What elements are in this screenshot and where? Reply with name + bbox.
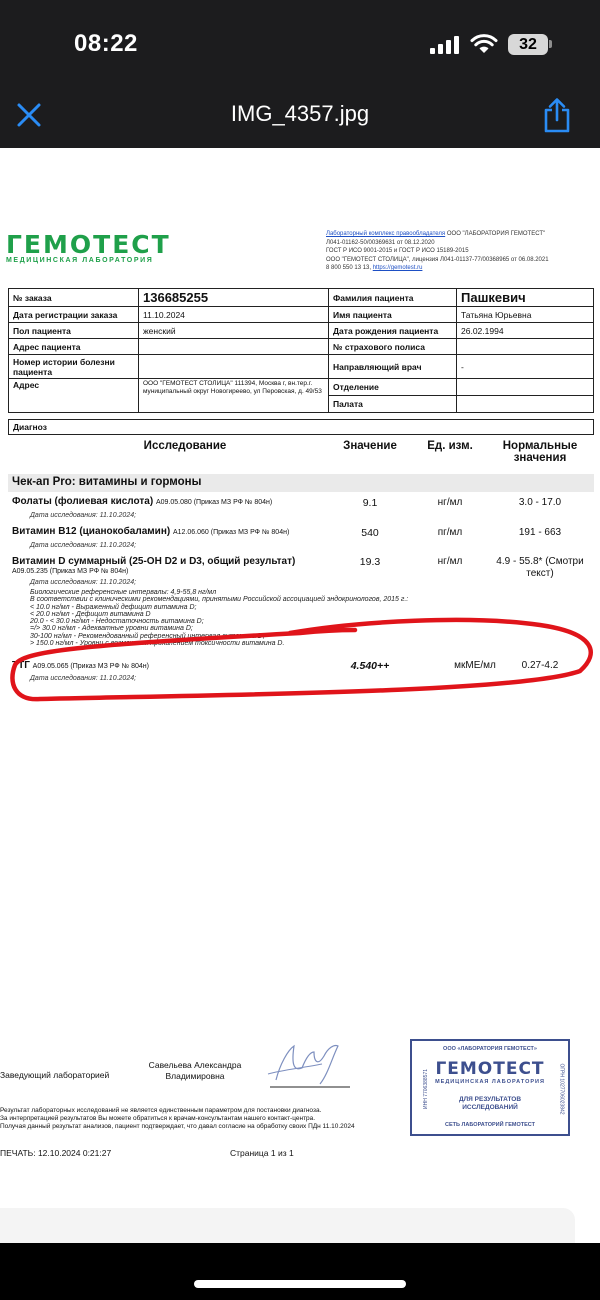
stamp-inn: ИНН 7706388571 bbox=[423, 1068, 430, 1110]
gemotest-logo bbox=[6, 230, 171, 264]
patient-name: Татьяна Юрьевна bbox=[457, 307, 594, 323]
order-number: 136685255 bbox=[143, 290, 209, 305]
patient-info-table bbox=[8, 288, 594, 413]
lab-head-role: Заведующий лабораторией bbox=[0, 1070, 110, 1080]
lab-info bbox=[326, 230, 596, 273]
result-name-text: ТТГ bbox=[12, 660, 30, 671]
page-number: Страница 1 из 1 bbox=[230, 1148, 294, 1158]
patient-address-value bbox=[139, 339, 329, 355]
dob-value: 26.02.1994 bbox=[457, 323, 594, 339]
result-date: Дата исследования: 11.10.2024; bbox=[30, 512, 137, 519]
red-hand-circle-annotation bbox=[0, 610, 600, 703]
lab-gost: ГОСТ Р ИСО 9001-2015 и ГОСТ Р ИСО 15189-2015 bbox=[326, 248, 469, 254]
result-name-text: Фолаты (фолиевая кислота) bbox=[12, 496, 154, 507]
disclaimer-line: Получая данный результат анализов, пациент подтверждает, что давал согласие на обработку своих ПДн 11.10.2024 bbox=[0, 1123, 355, 1130]
result-norm-tsh: 0.27-4.2 bbox=[521, 660, 559, 671]
result-name-vitd: Витамин D суммарный (25-OH D2 и D3, общий результат) bbox=[12, 556, 296, 567]
stamp-mid-line: ДЛЯ РЕЗУЛЬТАТОВ bbox=[458, 1096, 522, 1103]
result-unit-b12: пг/мл bbox=[437, 527, 463, 538]
patient-address-label: Адрес пациента bbox=[9, 339, 139, 355]
note-line: > 150.0 нг/мл - Уровни с возможным проявлением токсичности витамина D. bbox=[30, 640, 285, 648]
note-line: Биологические референсные интервалы: 4,9-55,8 нг/мл bbox=[30, 589, 217, 596]
stamp-ogrn: ОГРН 1027706023842 bbox=[558, 1063, 565, 1115]
result-value-folate: 9.1 bbox=[362, 497, 378, 509]
note-line: =/> 30.0 нг/мл - Адекватные уровни витамина D; bbox=[30, 625, 193, 633]
history-label: Номер истории болезни пациента bbox=[9, 355, 139, 379]
header-value: Значение bbox=[343, 440, 397, 452]
stamp-mid-line: ИССЛЕДОВАНИЙ bbox=[462, 1104, 518, 1111]
disclaimer-line: Результат лабораторных исследований не является единственным параметром для постановки диагноза. bbox=[0, 1107, 322, 1114]
department-value bbox=[457, 379, 594, 396]
insurance-label: № страхового полиса bbox=[329, 339, 457, 355]
lab-license-2: ООО "ГЕМОТЕСТ СТОЛИЦА", лицензия Л041-01137-77/00368965 от 06.08.2021 bbox=[326, 256, 549, 263]
stamp-bottom-text: СЕТЬ ЛАБОРАТОРИЙ ГЕМОТЕСТ bbox=[445, 1122, 535, 1128]
status-time: 08:22 bbox=[74, 30, 138, 57]
cellular-signal-icon bbox=[430, 34, 462, 54]
result-date: Дата исследования: 11.10.2024; bbox=[30, 675, 137, 682]
result-norm-vitd: 4.9 - 55.8* (Смотри текст) bbox=[496, 556, 584, 579]
signature bbox=[262, 1034, 352, 1090]
result-date: Дата исследования: 11.10.2024; bbox=[30, 579, 137, 586]
department-label: Отделение bbox=[329, 379, 457, 396]
result-code: A12.06.060 (Приказ МЗ РФ № 804н) bbox=[172, 529, 290, 536]
lab-complex-link[interactable]: Лабораторный комплекс правообладателя bbox=[326, 231, 446, 237]
surname-label: Фамилия пациента bbox=[329, 289, 457, 307]
lab-info-owner: ООО "ЛАБОРАТОРИЯ ГЕМОТЕСТ" bbox=[445, 231, 546, 237]
file-title: IMG_4357.jpg bbox=[230, 101, 370, 126]
logo-text: ГЕМОТЕСТ bbox=[6, 230, 171, 259]
viewer-top-bar bbox=[0, 0, 600, 148]
sex-value: женский bbox=[139, 323, 329, 339]
lab-stamp bbox=[410, 1039, 570, 1136]
bottom-bar bbox=[0, 1243, 600, 1300]
result-unit-vitd: нг/мл bbox=[437, 556, 463, 567]
result-code: A09.05.080 (Приказ МЗ РФ № 804н) bbox=[155, 499, 273, 506]
header-unit: Ед. изм. bbox=[427, 440, 473, 452]
result-name-b12 bbox=[12, 526, 289, 537]
sex-label: Пол пациента bbox=[9, 323, 139, 339]
doctor-value: - bbox=[457, 355, 594, 379]
address-value: ООО "ГЕМОТЕСТ СТОЛИЦА" 111394, Москва г, вн.тер.г. муниципальный округ Новогиреево, ул Перовская, д. 49/53 bbox=[139, 379, 329, 413]
battery-icon: 32 bbox=[508, 34, 548, 55]
result-value-tsh: 4.540++ bbox=[350, 660, 390, 672]
lab-phone: 8 800 550 13 13, bbox=[326, 265, 373, 271]
result-norm-folate: 3.0 - 17.0 bbox=[518, 497, 562, 508]
ward-value bbox=[457, 396, 594, 413]
note-line: < 10.0 нг/мл - Выраженный дефицит витамина D; bbox=[30, 603, 197, 611]
doctor-label: Направляющий врач bbox=[329, 355, 457, 379]
stamp-logo: ГЕМОТЕСТ bbox=[435, 1059, 545, 1079]
name-label: Имя пациента bbox=[329, 307, 457, 323]
stamp-purpose bbox=[412, 1096, 568, 1112]
reg-date-label: Дата регистрации заказа bbox=[9, 307, 139, 323]
header-norm: Нормальные значения bbox=[502, 440, 578, 464]
note-line: 20.0 - < 30.0 нг/мл - Недостаточность витамина D; bbox=[30, 618, 204, 626]
address-label: Адрес bbox=[9, 379, 139, 413]
result-norm-b12: 191 - 663 bbox=[518, 527, 562, 538]
result-name-folate bbox=[12, 496, 272, 507]
next-page-edge bbox=[0, 1208, 575, 1243]
document-image[interactable] bbox=[0, 148, 600, 1243]
order-label: № заказа bbox=[9, 289, 139, 307]
result-unit-folate: нг/мл bbox=[437, 497, 463, 508]
section-title: Чек-ап Pro: витамины и гормоны bbox=[8, 474, 594, 492]
battery-nub bbox=[549, 40, 552, 48]
disclaimer-line: За интерпретацией результатов Вы можете обратиться к врачам-консультантам нашего контакт-центра. bbox=[0, 1115, 316, 1122]
print-timestamp: ПЕЧАТЬ: 12.10.2024 0:21:27 bbox=[0, 1148, 112, 1158]
patient-surname: Пашкевич bbox=[461, 290, 526, 305]
stamp-logo-subtitle: МЕДИЦИНСКАЯ ЛАБОРАТОРИЯ bbox=[435, 1079, 545, 1085]
header-study: Исследование bbox=[143, 440, 227, 452]
reg-date-value: 11.10.2024 bbox=[139, 307, 329, 323]
result-date: Дата исследования: 11.10.2024; bbox=[30, 542, 137, 549]
wifi-icon bbox=[470, 32, 498, 54]
diagnosis-label: Диагноз bbox=[8, 419, 594, 435]
dob-label: Дата рождения пациента bbox=[329, 323, 457, 339]
home-indicator[interactable] bbox=[194, 1280, 406, 1288]
result-unit-tsh: мкМЕ/мл bbox=[454, 660, 496, 671]
disclaimer bbox=[0, 1107, 400, 1131]
ward-label: Палата bbox=[329, 396, 457, 413]
note-line: В соответствии с клиническими рекомендациями, принятыми Российской ассоциацией эндокринологов, 2015 г.: bbox=[30, 596, 409, 604]
history-value bbox=[139, 355, 329, 379]
result-value-vitd: 19.3 bbox=[359, 556, 381, 568]
result-code: A09.05.065 (Приказ МЗ РФ № 804н) bbox=[32, 663, 149, 670]
lab-license-1: Л041-01162-50/00369631 от 08.12.2020 bbox=[326, 239, 435, 246]
note-line: < 20.0 нг/мл - Дефицит витамина D bbox=[30, 610, 151, 618]
stamp-top-text: ООО «ЛАБОРАТОРИЯ ГЕМОТЕСТ» bbox=[443, 1046, 537, 1052]
lab-head-name: Савельева Александра Владимировна bbox=[148, 1060, 242, 1081]
insurance-value bbox=[457, 339, 594, 355]
result-value-b12: 540 bbox=[361, 527, 379, 539]
result-code: A09.05.235 (Приказ МЗ РФ № 804н) bbox=[12, 568, 129, 575]
logo-subtitle: МЕДИЦИНСКАЯ ЛАБОРАТОРИЯ bbox=[6, 257, 154, 264]
share-icon[interactable] bbox=[542, 97, 572, 133]
note-line: 30-100 нг/мл - Рекомендованный референсный интервал витамина D; bbox=[30, 632, 265, 640]
lab-website-link[interactable]: https://gemotest.ru bbox=[372, 265, 423, 271]
result-name-text: Витамин B12 (цианокобаламин) bbox=[12, 526, 171, 537]
